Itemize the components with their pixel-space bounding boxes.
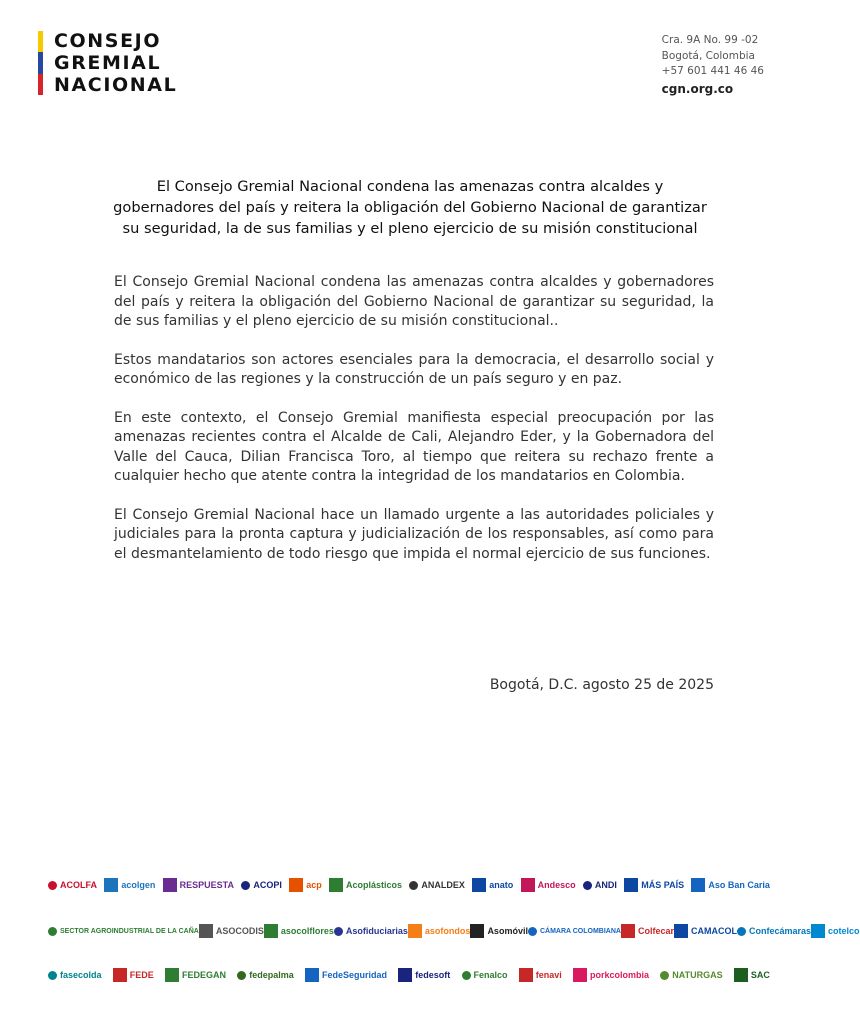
logo-label: FEDE [129,970,154,980]
logo-mark-icon [48,971,57,980]
member-logo-acp [289,878,322,892]
logo-label: FEDEGAN [182,970,227,980]
member-logo-analdex [409,880,465,890]
logo-mark-icon [470,924,484,938]
member-logo-confecámaras [737,926,811,936]
member-logo-asocodis [199,924,264,938]
logo-row-1 [48,872,770,898]
logo-label: Aso Ban Caria [708,880,770,890]
address-phone: +57 601 441 46 46 [661,65,764,77]
logo-mark-icon [624,878,638,892]
logo-mark-icon [48,881,57,890]
header-address [662,33,764,99]
logo-bar-yellow [38,31,43,52]
logo-label: SECTOR AGROINDUSTRIAL DE LA CAÑA [60,927,199,935]
member-logo-fenavi [519,968,562,982]
member-logo-respuesta [163,878,234,892]
logo-mark-icon [329,878,343,892]
website-link[interactable]: cgn.org.co [661,81,734,96]
logo-mark-icon [305,968,319,982]
logo-mark-icon [241,881,250,890]
document-date: Bogotá, D.C. agosto 25 de 2025 [489,677,714,693]
logo-mark-icon [48,927,57,936]
logo-label: Fenalco [473,970,508,980]
paragraph-4: El Consejo Gremial Nacional hace un llamado urgente a las autoridades policiales y judiciales para la pronta captura y judicialización de los responsables, así como para el desmantelamiento de todo riesgo que impida el normal ejercicio de sus funciones. [114,506,714,562]
logo-label: fedesoft [415,970,451,980]
cgn-logo [38,31,177,95]
logo-label: Confecámaras [748,926,812,936]
logo-row-2 [48,916,860,946]
logo-mark-icon [472,878,486,892]
logo-mark-icon [521,878,535,892]
logo-label: porkcolombia [590,970,650,980]
logo-mark-icon [660,971,669,980]
member-logo-andesco [521,878,576,892]
member-logo-aso-ban-caria [691,878,770,892]
logo-label: ACOLFA [60,880,97,890]
logo-bar-blue [38,52,43,73]
logo-row-3 [48,962,770,988]
logo-label: fasecolda [60,970,102,980]
logo-mark-icon [398,968,412,982]
logo-label: asocolflores [280,926,334,936]
logo-label: ANDI [594,880,617,890]
member-logo-asocolflores [264,924,334,938]
member-logo-fedegan [165,968,226,982]
member-logo-cámara-colombiana [528,927,621,936]
member-logo-fedeseguridad [305,968,387,982]
logo-label: ACOPI [253,880,282,890]
logo-bar-red [38,74,43,95]
logo-mark-icon [674,924,688,938]
address-city: Bogotá, Colombia [661,49,755,62]
member-logo-naturgas [660,970,722,980]
member-logo-fenalco [462,970,508,980]
logo-mark-icon [583,881,592,890]
member-logo-acolfa [48,880,97,890]
member-logo-camacol [674,924,737,938]
logo-mark-icon [691,878,705,892]
member-logo-acolgen [104,878,155,892]
document-title: El Consejo Gremial Nacional condena las amenazas contra alcaldes y gobernadores del país y reitera la obligación del Gobierno Nacional de garantizar su seguridad, la de sus familias y el pleno ejercicio de su misión constitucional [113,178,707,237]
logo-label: acolgen [121,880,156,890]
logo-color-bar [38,31,43,95]
address-street: Cra. 9A No. 99 -02 [661,34,759,46]
logo-label: Colfecar [637,926,674,936]
paragraph-1: El Consejo Gremial Nacional condena las amenazas contra alcaldes y gobernadores del país y reitera la obligación del Gobierno Nacional de garantizar su seguridad, la de sus familias y el pleno ejercicio de su misión constitucional.. [114,274,714,329]
logo-mark-icon [165,968,179,982]
logo-mark-icon [519,968,533,982]
member-logo-más-país [624,878,684,892]
logo-mark-icon [334,927,343,936]
logo-mark-icon [113,968,127,982]
logo-label: CAMACOL [690,926,737,936]
member-logo-porkcolombia [573,968,649,982]
logo-mark-icon [621,924,635,938]
member-logo-andi [583,880,617,890]
logo-label: MÁS PAÍS [641,880,685,890]
member-logo-anato [472,878,513,892]
member-logos [48,864,860,994]
logo-label: Acoplásticos [346,880,403,890]
logo-label: FedeSeguridad [322,970,388,980]
logo-mark-icon [737,927,746,936]
logo-mark-icon [573,968,587,982]
member-logo-fedesoft [398,968,450,982]
member-logo-acoplásticos [329,878,402,892]
logo-label: ASOCODIS [215,926,264,936]
member-logo-colfecar [621,924,674,938]
logo-label: CÁMARA COLOMBIANA [539,927,621,935]
logo-line-2: GREMIAL [54,52,162,74]
paragraph-3: En este contexto, el Consejo Gremial manifiesta especial preocupación por las amenazas recientes contra el Alcalde de Cali, Alejandro Eder, y la Gobernadora del Valle del Cauca, Dilian Francisca Toro, al tiempo que reitera su rechazo frente a cualquier hecho que atente contra la integridad de los mandatarios en Colombia. [114,409,714,484]
logo-label: SAC [750,970,770,980]
logo-mark-icon [409,881,418,890]
logo-label: Asomóvil [487,926,528,936]
logo-mark-icon [528,927,537,936]
logo-mark-icon [408,924,422,938]
member-logo-asofondos [408,924,471,938]
member-logo-asofiduciarias [334,926,408,936]
member-logo-cotelco [811,924,860,938]
logo-mark-icon [462,971,471,980]
logo-mark-icon [163,878,177,892]
logo-label: Asofiduciarias [345,926,408,936]
logo-line-3: NACIONAL [54,74,178,96]
logo-mark-icon [811,924,825,938]
logo-label: RESPUESTA [179,880,235,890]
member-logo-fasecolda [48,970,102,980]
logo-label: fenavi [535,970,562,980]
logo-line-1: CONSEJO [54,30,162,52]
member-logo-sector-agroindustrial-de-la-caña [48,927,199,936]
member-logo-fede [113,968,154,982]
logo-label: anato [489,880,514,890]
member-logo-sac [734,968,770,982]
logo-label: ANALDEX [421,880,465,890]
logo-label: asofondos [424,926,471,936]
logo-mark-icon [104,878,118,892]
logo-label: acp [306,880,322,890]
document-body [114,273,714,583]
logo-mark-icon [264,924,278,938]
logo-mark-icon [237,971,246,980]
logo-mark-icon [199,924,213,938]
paragraph-2: Estos mandatarios son actores esenciales para la democracia, el desarrollo social y económico de las regiones y la construcción de un país seguro y en paz. [114,351,714,387]
logo-mark-icon [289,878,303,892]
member-logo-asomóvil [470,924,528,938]
member-logo-fedepalma [237,970,294,980]
logo-label: fedepalma [249,970,294,980]
logo-mark-icon [734,968,748,982]
logo-label: Andesco [537,880,576,890]
logo-label: NATURGAS [672,970,723,980]
logo-label: cotelco [828,926,860,936]
member-logo-acopi [241,880,282,890]
